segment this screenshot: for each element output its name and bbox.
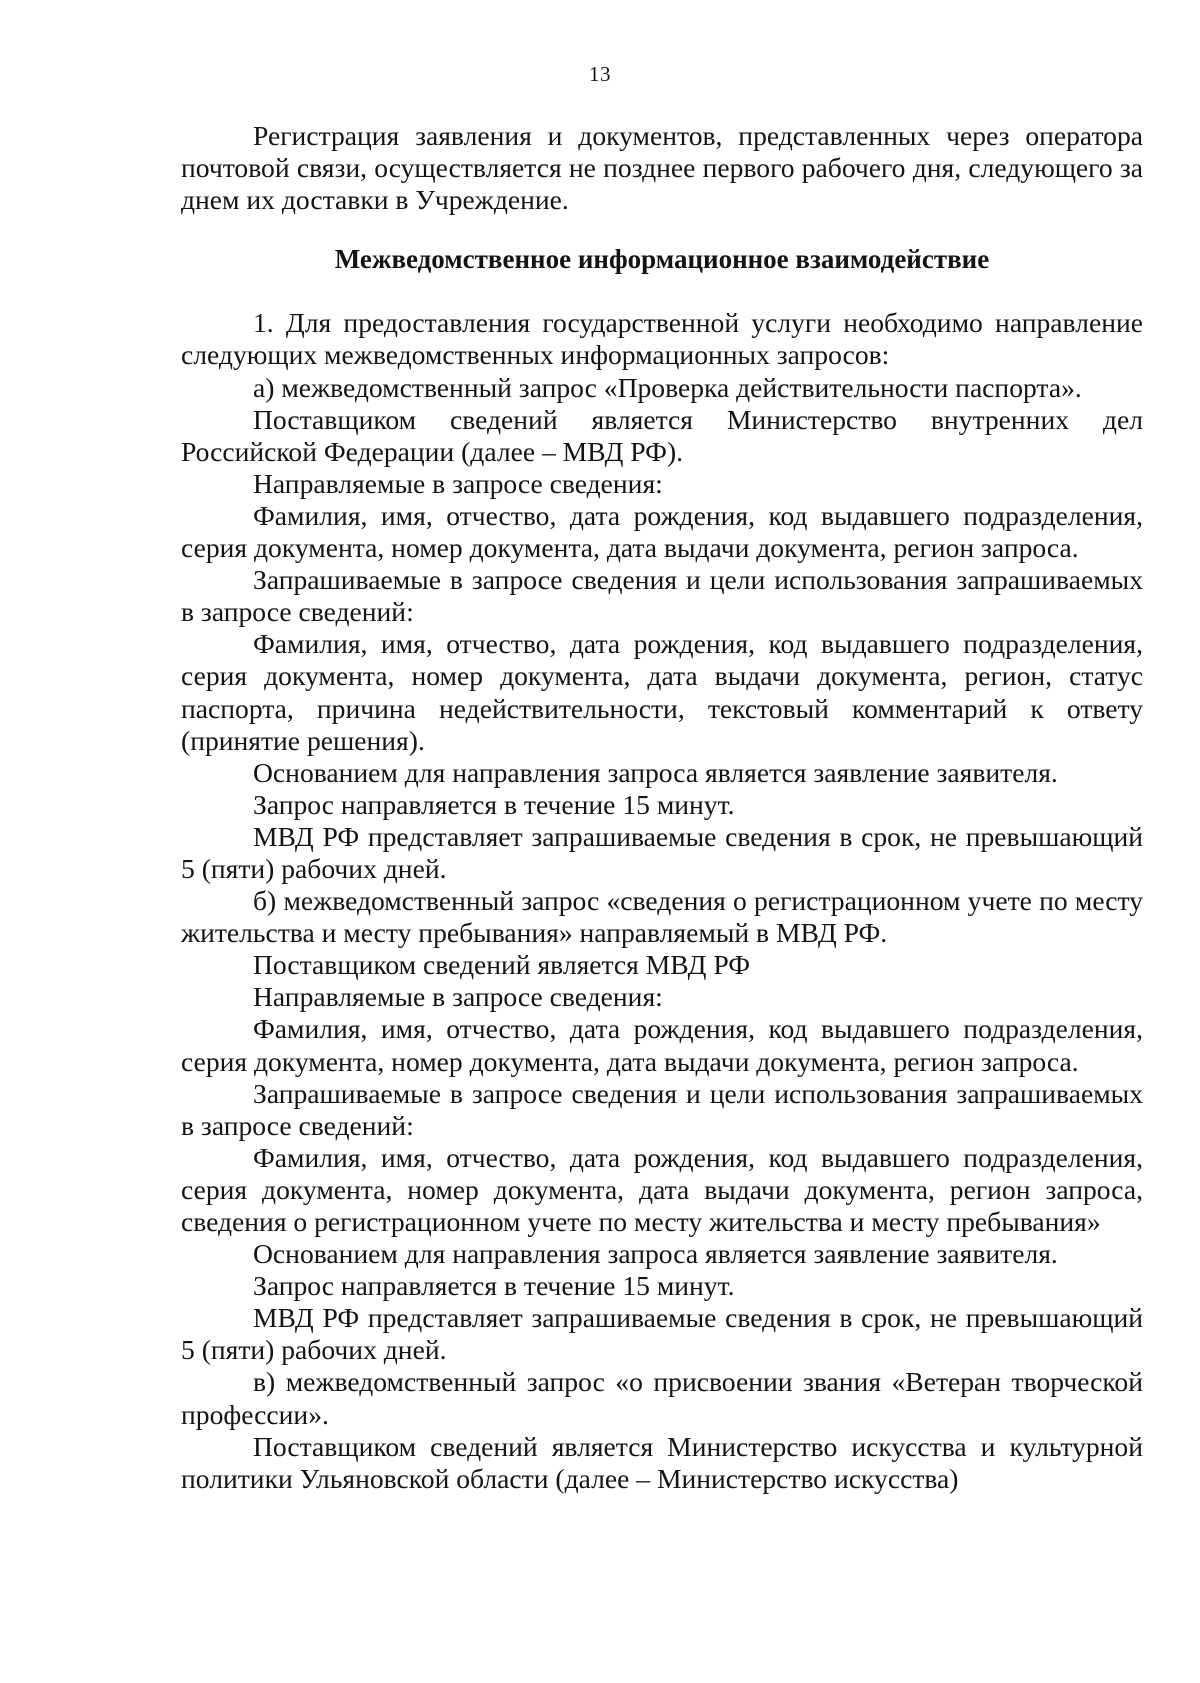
paragraph: Фамилия, имя, отчество, дата рождения, код выдавшего подразделения, серия документа, номер документа, дата выдачи документа, регион запроса.: [181, 1013, 1143, 1077]
paragraph: Запрос направляется в течение 15 минут.: [253, 1270, 735, 1302]
paragraph: Поставщиком сведений является Министерство внутренних дел Российской Федерации (далее – МВД РФ).: [181, 403, 1143, 467]
paragraph: Фамилия, имя, отчество, дата рождения, код выдавшего подразделения, серия документа, номер документа, дата выдачи документа, регион запроса.: [181, 499, 1143, 564]
paragraph: Направляемые в запросе сведения:: [253, 981, 663, 1013]
paragraph: 1. Для предоставления государственной услуги необходимо направление следующих межведомственных информационных запросов:: [181, 307, 1143, 371]
paragraph: а) межведомственный запрос «Проверка действительности паспорта».: [253, 371, 1082, 403]
paragraph: МВД РФ представляет запрашиваемые сведения в срок, не превышающий 5 (пяти) рабочих дней.: [181, 820, 1143, 884]
document-body: [181, 120, 1143, 1495]
paragraph: Направляемые в запросе сведения:: [253, 467, 663, 499]
intro-paragraph: Регистрация заявления и документов, представленных через оператора почтовой связи, осуществляется не позднее первого рабочего дня, следующего за днем их доставки в Учреждение.: [181, 120, 1143, 216]
paragraph: Фамилия, имя, отчество, дата рождения, код выдавшего подразделения, серия документа, номер документа, дата выдачи документа, регион, статус паспорта, причина недействительности, текстовый комментарий к ответу (принятие решения).: [181, 628, 1143, 756]
paragraph: Основанием для направления запроса является заявление заявителя.: [253, 1238, 1058, 1270]
paragraph: Запрашиваемые в запросе сведения и цели использования запрашиваемых в запросе сведений:: [181, 564, 1143, 628]
paragraph: в) межведомственный запрос «о присвоении звания «Ветеран творческой профессии».: [181, 1366, 1143, 1430]
paragraph: Поставщиком сведений является Министерство искусства и культурной политики Ульяновской области (далее – Министерство искусства): [181, 1430, 1143, 1494]
paragraph: Запрос направляется в течение 15 минут.: [253, 788, 735, 820]
paragraph: Основанием для направления запроса является заявление заявителя.: [253, 756, 1058, 788]
page-number: 13: [589, 62, 611, 86]
paragraph: Поставщиком сведений является МВД РФ: [253, 949, 751, 981]
paragraph: Фамилия, имя, отчество, дата рождения, код выдавшего подразделения, серия документа, номер документа, дата выдачи документа, регион запроса, сведения о регистрационном учете по месту жительства и месту пребывания»: [181, 1141, 1143, 1237]
section-heading: Межведомственное информационное взаимодействие: [334, 244, 990, 275]
paragraph: Запрашиваемые в запросе сведения и цели использования запрашиваемых в запросе сведений:: [181, 1077, 1143, 1141]
paragraph: МВД РФ представляет запрашиваемые сведения в срок, не превышающий 5 (пяти) рабочих дней.: [181, 1302, 1143, 1366]
paragraph: б) межведомственный запрос «сведения о регистрационном учете по месту жительства и месту пребывания» направляемый в МВД РФ.: [181, 885, 1143, 949]
